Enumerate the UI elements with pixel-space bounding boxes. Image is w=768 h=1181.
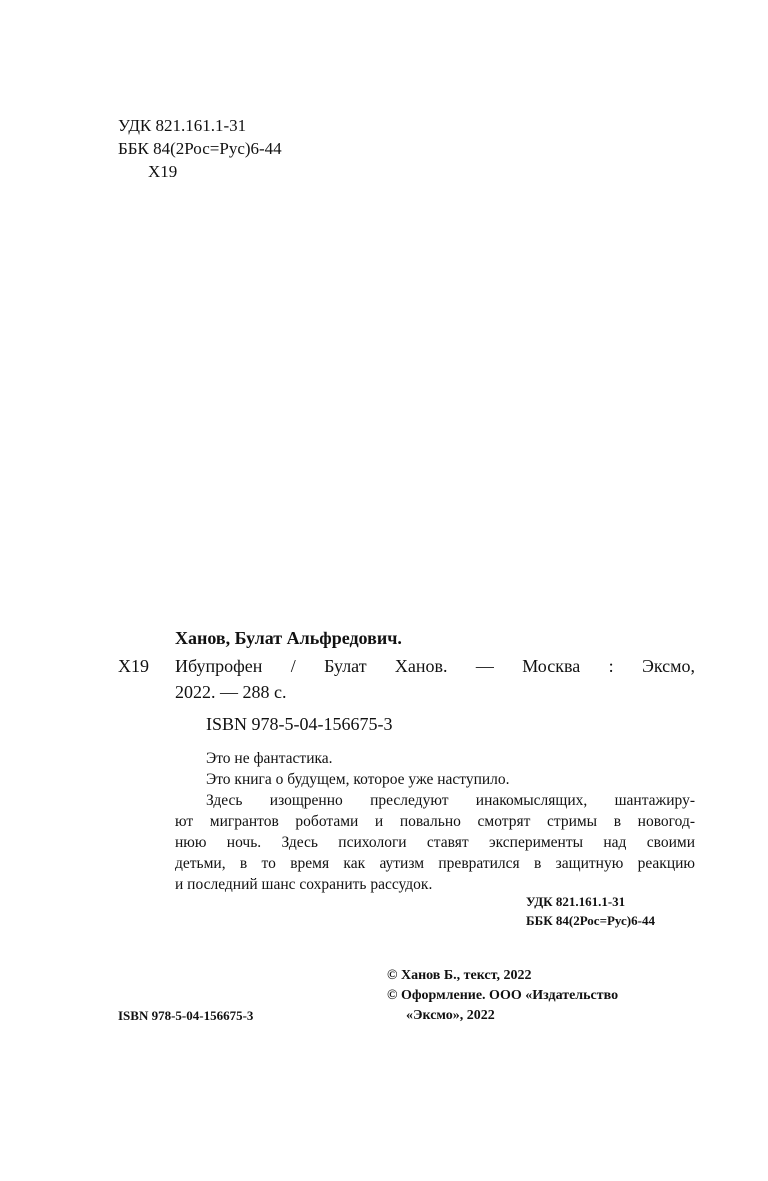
bbk-code: ББК 84(2Рос=Рус)6-44 [118, 139, 282, 158]
copyright-text: © Ханов Б., текст, 2022 [387, 968, 532, 983]
card-udk: УДК 821.161.1-31 [526, 894, 626, 909]
card-author-sign: Х19 [118, 656, 149, 676]
annotation-line: Это книга о будущем, которое уже наступило. [206, 771, 510, 788]
annotation-line: Это не фантастика. [206, 750, 333, 767]
bottom-isbn: ISBN 978-5-04-156675-3 [118, 1008, 254, 1023]
copyright-design: © Оформление. ООО «Издательство [387, 988, 619, 1003]
author-heading: Ханов, Булат Альфредович. [175, 628, 402, 648]
card-bbk: ББК 84(2Рос=Рус)6-44 [526, 913, 655, 928]
annotation-line: Здесь изощренно преследуют инакомыслящих, шантажиру- [206, 792, 695, 809]
annotation-line: ют мигрантов роботами и повально смотрят стримы в новогод- [175, 813, 695, 830]
title-line-2: 2022. — 288 с. [175, 682, 287, 702]
title-line-1: Ибупрофен / Булат Ханов. — Москва : Эксмо, [175, 656, 695, 676]
card-isbn: ISBN 978-5-04-156675-3 [206, 714, 393, 734]
author-sign: Х19 [148, 162, 178, 181]
annotation-line: нюю ночь. Здесь психологи ставят эксперименты над своими [175, 834, 695, 851]
copyright-design-cont: «Эксмо», 2022 [406, 1008, 495, 1023]
annotation-line: детьми, в то время как аутизм превратился в защитную реакцию [175, 855, 695, 872]
udk-code: УДК 821.161.1-31 [118, 116, 247, 135]
annotation-line: и последний шанс сохранить рассудок. [175, 876, 433, 893]
